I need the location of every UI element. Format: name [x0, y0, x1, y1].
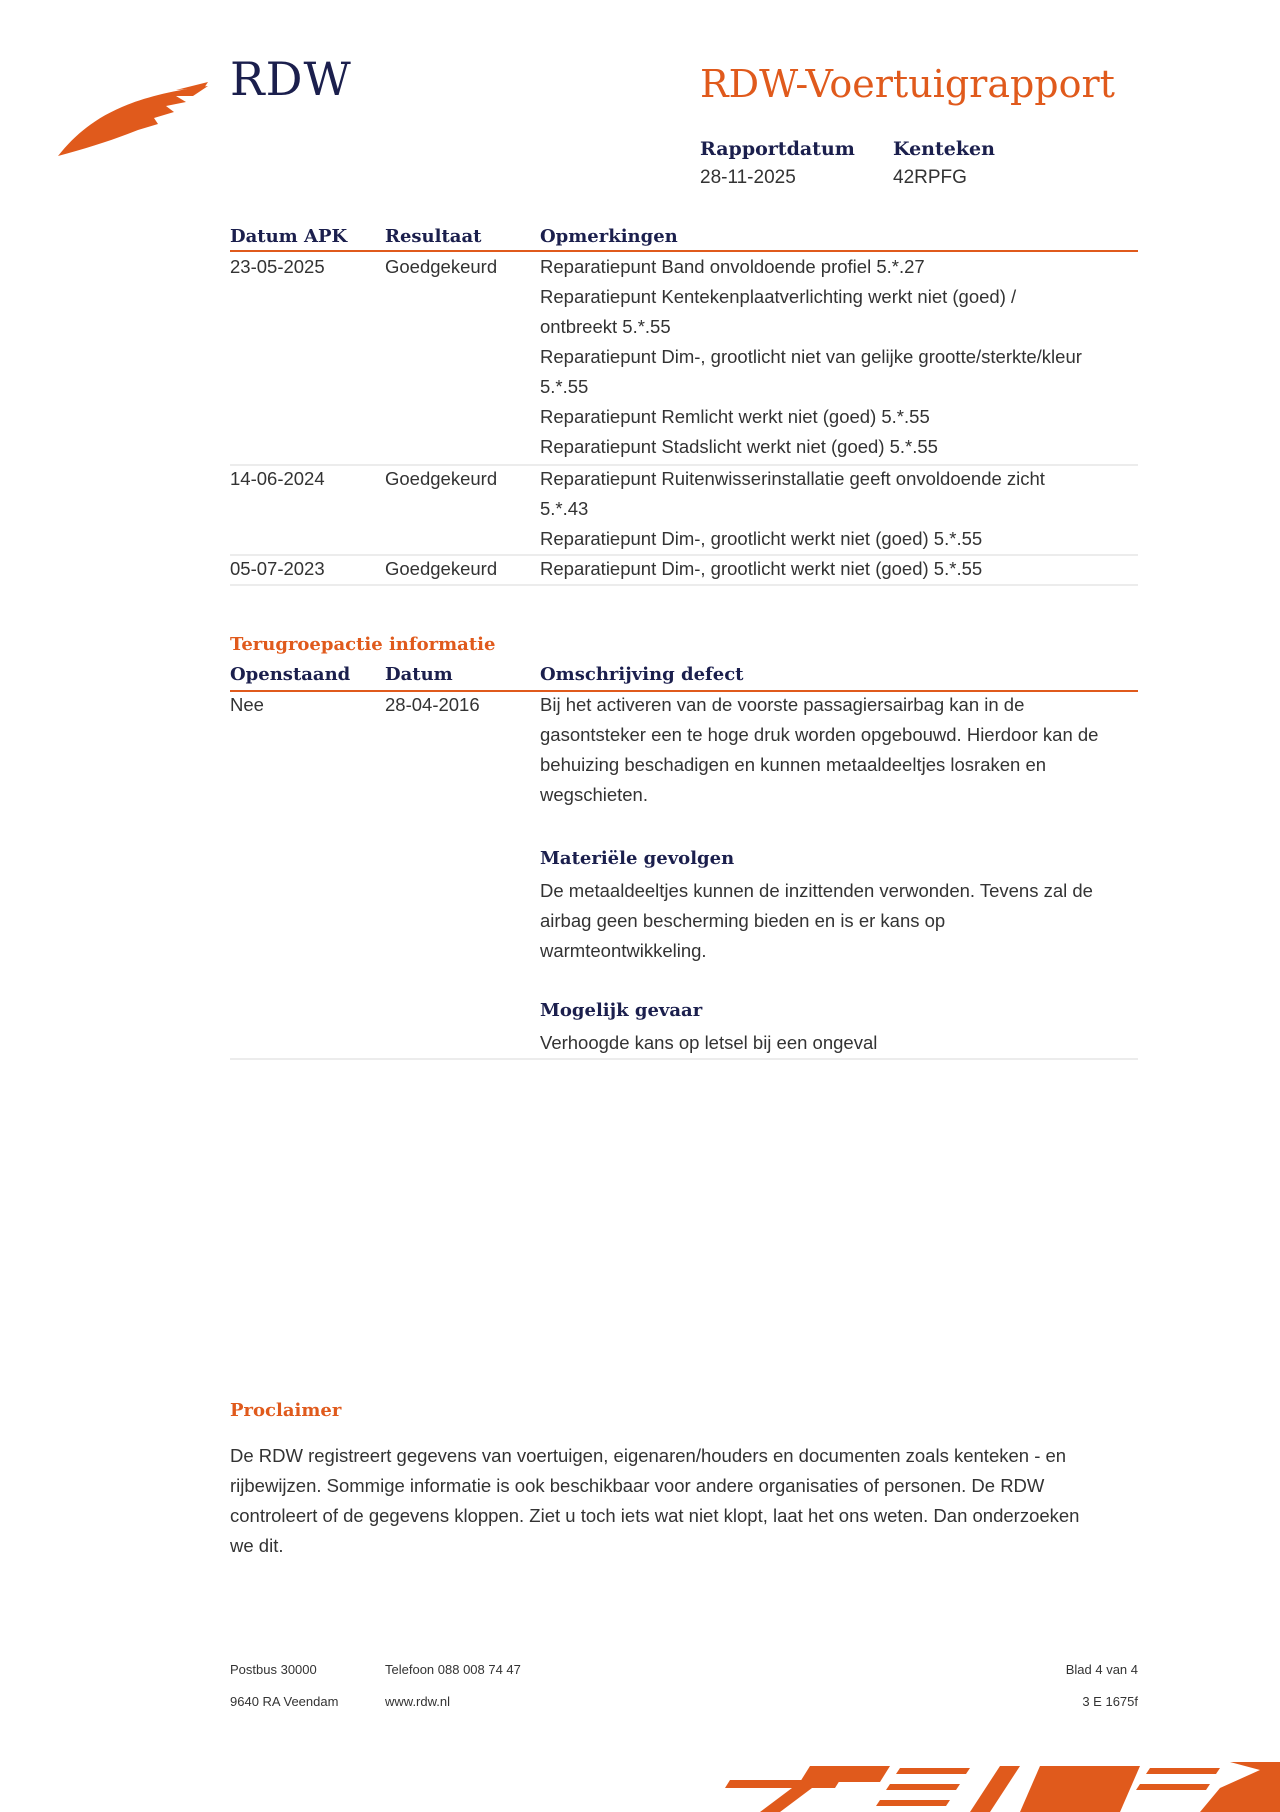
recall-col-date: Datum — [385, 664, 453, 685]
rdw-logo-icon — [58, 78, 208, 160]
recall-bottom-divider — [230, 1058, 1138, 1060]
apk-col-remarks: Opmerkingen — [540, 226, 678, 247]
footer-address: 9640 RA Veendam — [230, 1694, 339, 1709]
apk-row1-remark: ontbreekt 5.*.55 — [540, 316, 671, 337]
kenteken-value: 42RPFG — [893, 167, 967, 188]
recall-section-title: Terugroepactie informatie — [230, 634, 496, 655]
apk-row1-remark: Reparatiepunt Stadslicht werkt niet (goed) 5.*.55 — [540, 436, 938, 457]
kenteken-label: Kenteken — [893, 138, 995, 160]
recall-open-value: Nee — [230, 694, 264, 715]
recall-col-description: Omschrijving defect — [540, 664, 744, 685]
material-consequences-line: warmteontwikkeling. — [540, 940, 707, 961]
recall-description-line: wegschieten. — [540, 784, 648, 805]
material-consequences-line: airbag geen bescherming bieden en is er kans op — [540, 910, 946, 931]
report-title: RDW-Voertuigrapport — [700, 62, 1115, 106]
apk-row1-remark: Reparatiepunt Remlicht werkt niet (goed) 5.*.55 — [540, 406, 930, 427]
decorative-stripes-icon — [720, 1758, 1280, 1812]
proclaimer-title: Proclaimer — [230, 1400, 342, 1421]
apk-row-divider — [230, 584, 1138, 586]
apk-row3-remark: Reparatiepunt Dim-, grootlicht werkt niet (goed) 5.*.55 — [540, 558, 983, 579]
material-consequences-title: Materiële gevolgen — [540, 848, 735, 869]
possible-danger-title: Mogelijk gevaar — [540, 1000, 703, 1021]
recall-description-line: gasontsteker een te hoge druk worden opgebouwd. Hierdoor kan de — [540, 724, 1099, 745]
apk-row1-remark: Reparatiepunt Dim-, grootlicht niet van gelijke grootte/sterkte/kleur — [540, 346, 1082, 367]
footer-phone: Telefoon 088 008 74 47 — [385, 1662, 521, 1677]
apk-row1-remark: 5.*.55 — [540, 376, 589, 397]
rapportdatum-value: 28-11-2025 — [700, 167, 796, 188]
recall-col-open: Openstaand — [230, 664, 351, 685]
recall-date-value: 28-04-2016 — [385, 694, 480, 715]
apk-row2-remark: Reparatiepunt Dim-, grootlicht werkt niet (goed) 5.*.55 — [540, 528, 983, 549]
apk-row3-result: Goedgekeurd — [385, 558, 498, 579]
footer-page-number: Blad 4 van 4 — [1065, 1662, 1138, 1677]
logo-text: RDW — [230, 52, 352, 106]
recall-description-line: behuizing beschadigen en kunnen metaaldeeltjes losraken en — [540, 754, 1047, 775]
footer-website: www.rdw.nl — [385, 1694, 451, 1709]
footer-postbus: Postbus 30000 — [230, 1662, 317, 1677]
apk-row1-remark: Reparatiepunt Kentekenplaatverlichting werkt niet (goed) / — [540, 286, 1017, 307]
footer-document-code: 3 E 1675f — [1082, 1694, 1138, 1709]
apk-row2-result: Goedgekeurd — [385, 468, 498, 489]
proclaimer-line: controleert of de gegevens kloppen. Ziet u toch iets wat niet klopt, laat het ons weten. Dan onderzoeken — [230, 1505, 1080, 1526]
apk-col-date: Datum APK — [230, 226, 348, 247]
apk-row2-remark: 5.*.43 — [540, 498, 589, 519]
proclaimer-line: we dit. — [230, 1535, 284, 1556]
apk-row1-result: Goedgekeurd — [385, 256, 498, 277]
apk-row3-date: 05-07-2023 — [230, 558, 325, 579]
apk-row1-date: 23-05-2025 — [230, 256, 325, 277]
apk-row2-date: 14-06-2024 — [230, 468, 325, 489]
possible-danger-text: Verhoogde kans op letsel bij een ongeval — [540, 1032, 878, 1053]
apk-row1-remark: Reparatiepunt Band onvoldoende profiel 5.*.27 — [540, 256, 925, 277]
rapportdatum-label: Rapportdatum — [700, 138, 855, 160]
apk-col-result: Resultaat — [385, 226, 482, 247]
apk-row2-remark: Reparatiepunt Ruitenwisserinstallatie geeft onvoldoende zicht — [540, 468, 1045, 489]
material-consequences-line: De metaaldeeltjes kunnen de inzittenden verwonden. Tevens zal de — [540, 880, 1093, 901]
proclaimer-line: rijbewijzen. Sommige informatie is ook beschikbaar voor andere organisaties of personen. De RDW — [230, 1475, 1045, 1496]
recall-description-line: Bij het activeren van de voorste passagiersairbag kan in de — [540, 694, 1025, 715]
proclaimer-line: De RDW registreert gegevens van voertuigen, eigenaren/houders en documenten zoals kenteken - en — [230, 1445, 1067, 1466]
